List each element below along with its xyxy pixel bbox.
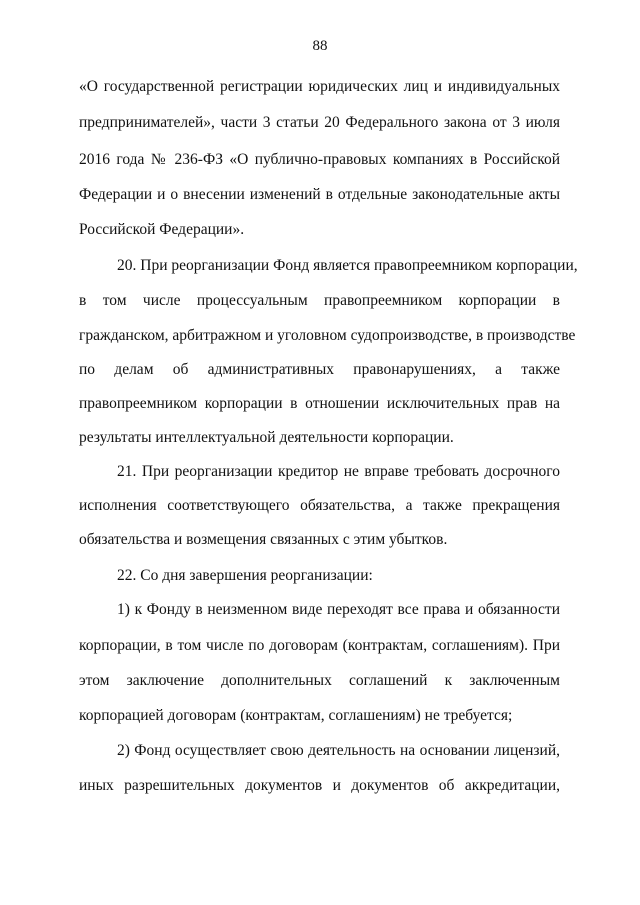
item-2-first-line: 2) Фонд осуществляет свою деятельность на основании лицензий, (117, 742, 560, 759)
paragraph-21-first-line: 21. При реорганизации кредитор не вправе требовать досрочного (117, 463, 560, 480)
text-line: Российской Федерации». (79, 221, 245, 238)
text-line: корпорации, в том числе по договорам (контрактам, соглашениям). При (79, 637, 560, 654)
text-line: этом заключение дополнительных соглашений к заключенным (79, 672, 560, 689)
text-line: гражданском, арбитражном и уголовном судопроизводстве, в производстве (79, 327, 576, 344)
text-line: 2016 года № 236-ФЗ «О публично-правовых компаниях в Российской (79, 151, 560, 168)
text-line: предпринимателей», части 3 статьи 20 Федерального закона от 3 июля (79, 114, 560, 131)
text-line: по делам об административных правонарушениях, а также (79, 361, 560, 378)
item-1-first-line: 1) к Фонду в неизменном виде переходят все права и обязанности (117, 601, 560, 618)
text-line: правопреемником корпорации в отношении исключительных прав на (79, 395, 560, 412)
text-line: в том числе процессуальным правопреемником корпорации в (79, 292, 560, 309)
text-line: обязательства и возмещения связанных с этим убытков. (79, 531, 448, 548)
text-line: иных разрешительных документов и документов об аккредитации, (79, 777, 560, 794)
text-line: Федерации и о внесении изменений в отдельные законодательные акты (79, 186, 560, 203)
text-line: результаты интеллектуальной деятельности корпорации. (79, 429, 454, 446)
text-line: исполнения соответствующего обязательства, а также прекращения (79, 497, 560, 514)
page-number: 88 (312, 38, 328, 54)
paragraph-20-first-line: 20. При реорганизации Фонд является правопреемником корпорации, (117, 257, 578, 274)
paragraph-22-heading: 22. Со дня завершения реорганизации: (117, 567, 373, 584)
text-line: «О государственной регистрации юридических лиц и индивидуальных (79, 78, 560, 95)
text-line: корпорацией договорам (контрактам, соглашениям) не требуется; (79, 707, 513, 724)
